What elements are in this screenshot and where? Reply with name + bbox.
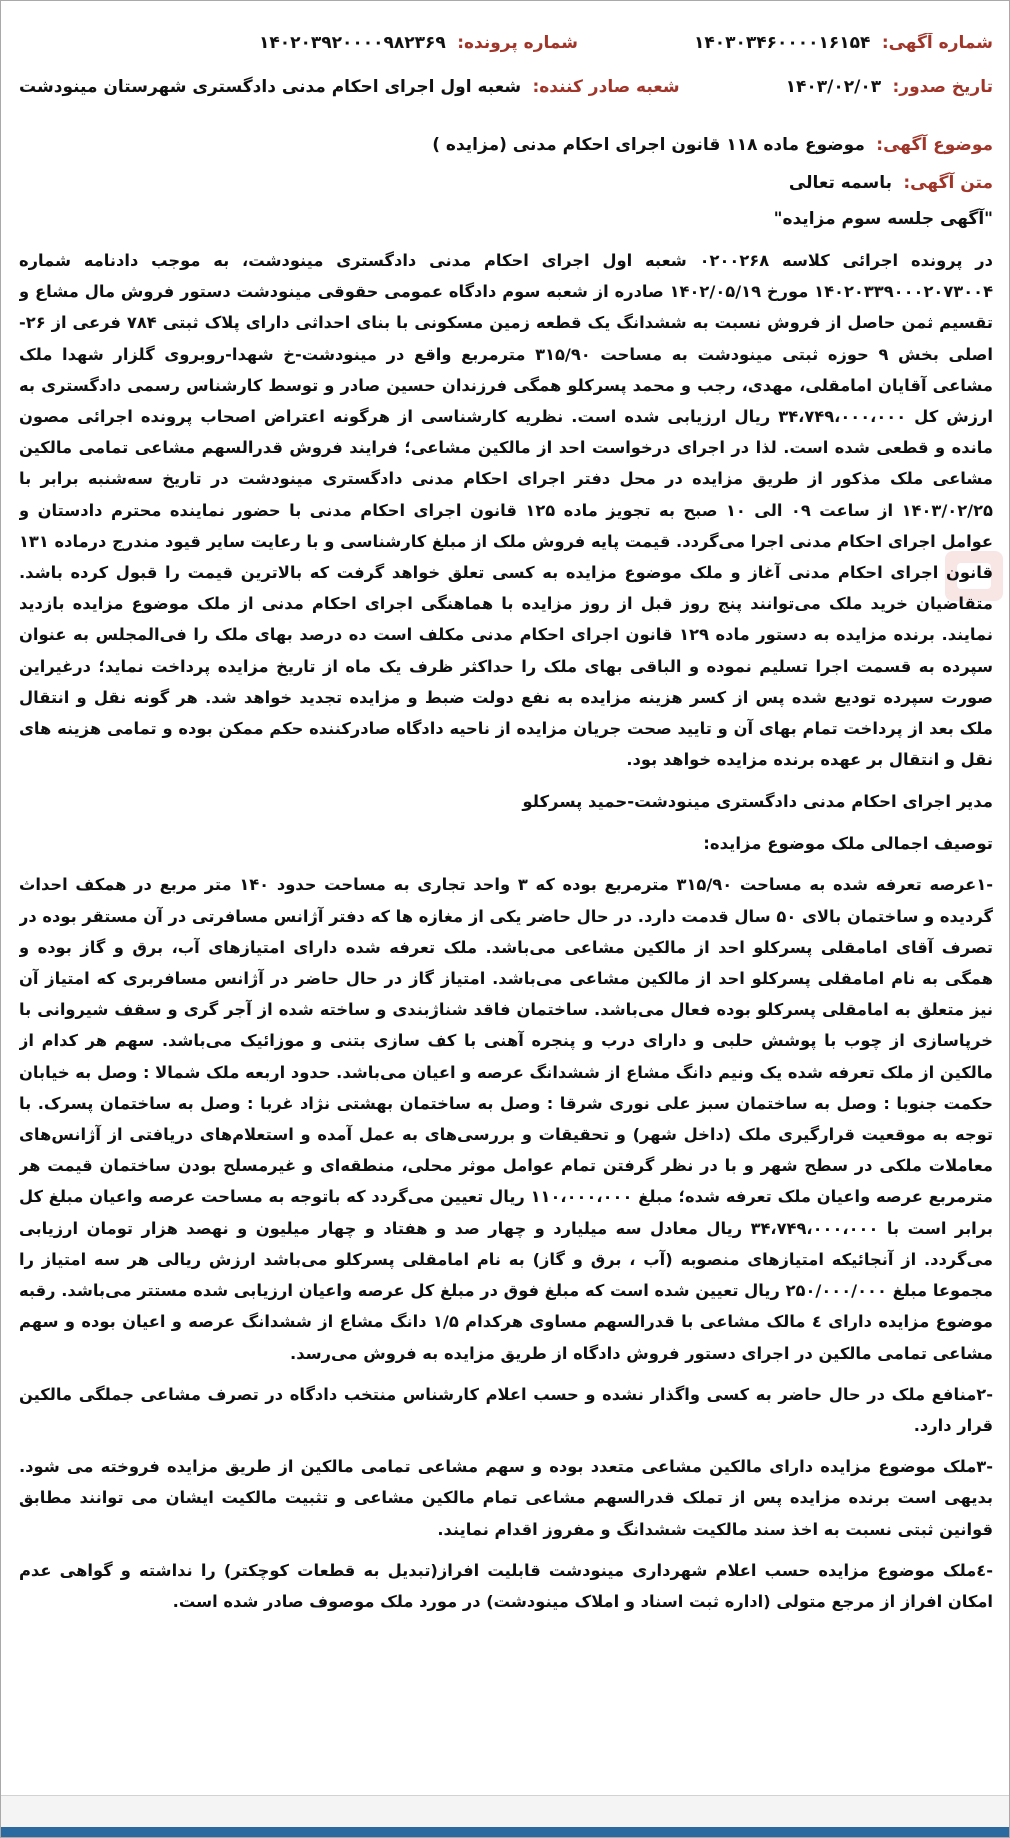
meta-row-issue [19, 77, 993, 121]
case-number: ۱۴۰۲۰۳۹۲۰۰۰۰۹۸۲۳۶۹ [259, 33, 446, 53]
notice-number-label: شماره آگهی: [881, 33, 993, 53]
issue-date-cell [700, 77, 993, 97]
body-text-value: باسمه تعالی [788, 173, 892, 193]
issuer: شعبه اول اجرای احکام مدنی دادگستری شهرستان مینودشت [19, 77, 522, 97]
description-item-4: -٤ملک موضوع مزایده حسب اعلام شهرداری مینودشت قابلیت افراز(تبدیل به قطعات کوچکتر) را نداشته و گواهی عدم امکان افراز از مرجع متولی (اداره ثبت اسناد و املاک مینودشت) در مورد ملک موصوف صادر شده است. [19, 1560, 993, 1611]
case-number-cell [19, 33, 598, 53]
signature: مدیر اجرای احکام مدنی دادگستری مینودشت-حمید پسرکلو [522, 792, 993, 812]
subject-label: موضوع آگهی: [876, 135, 993, 155]
description-title: توصیف اجمالی ملک موضوع مزایده: [703, 834, 993, 854]
notice-heading: "آگهی جلسه سوم مزایده" [773, 209, 993, 229]
body-text-row [19, 169, 993, 197]
description-item-3: -۳ملک موضوع مزایده دارای مالکین مشاعی متعدد بوده و سهم مشاعی تمامی مالکین از طریق مزایده فروخته می شود. بدیهی است برنده مزایده پس از تملک قدرالسهم مشاعی تمام مالکین مشاعی و تثبیت مالکیت ایشان می توانند مطابق قوانین ثبتی نسبت به اخذ سند مالکیت ششدانگ و مفروز اقدام نمایند. [19, 1457, 993, 1539]
description-item-1: -۱عرصه تعرفه شده به مساحت ۳۱۵/۹۰ مترمربع بوده که ۳ واحد تجاری به مساحت حدود ۱۴۰ متر مربع در همکف احداث گردیده و ساختمان بالای ۵۰ سال قدمت دارد. در حال حاضر یکی از مغازه ها که دفتر آژانس مسافرتی در آن مستقر بوده در تصرف آقای امامقلی پسرکلو احد از مالکین مشاعی می‌باشد. ملک تعرفه شده دارای امتیازهای آب، برق و گاز بوده و همگی به نام امامقلی پسرکلو احد از مالکین مشاعی می‌باشد. امتیاز گاز در حال حاضر در آژانس مسافربری که امتیاز آن نیز متعلق به امامقلی پسرکلو بوده فعال می‌باشد. ساختمان فاقد شناژبندی و ساخته شده از آجر گری و سقف شیروانی با خرپاسازی از چوب با پوشش حلبی و دارای درب و پنجره آهنی با کف سازی بتنی و موزائیک می‌باشد. سهم هر کدام از مالکین از ملک تعرفه شده یک ونیم دانگ مشاع از ششدانگ عرصه و اعیان می‌باشد. حدود اربعه ملک شمالا : وصل به خیابان حکمت جنوبا : وصل به ساختمان سبز علی نوری شرقا : وصل به ساختمان بهشتی نژاد غربا : وصل به ساختمان پسرک. با توجه به موقعیت قرارگیری ملک (داخل شهر) و تحقیقات و بررسی‌های به عمل آمده و استعلام‌های دریافتی از آژانس‌های معاملات ملکی در سطح شهر و با در نظر گرفتن تمام عوامل موثر محلی، منطقه‌ای و غیرمسلح بودن ساختمان قیمت هر مترمربع عرصه واعیان ملک تعرفه شده؛ مبلغ ۱۱۰،۰۰۰،۰۰۰ ریال تعیین می‌گردد که باتوجه به مساحت عرصه واعیان مبلغ کل برابر است با ۳۴،۷۴۹،۰۰۰،۰۰۰ ریال معادل سه میلیارد و چهار صد و هفتاد و چهار میلیون و نهصد هزار تومان ارزیابی می‌گردد. از آنجائیکه امتیازهای منصوبه (آب ، برق و گاز) به نام امامقلی پسرکلو می‌باشد ارزش ریالی هر سه امتیاز را مجموعا مبلغ ۲۵۰/۰۰۰/۰۰۰ ریال تعیین شده است که مبلغ فوق در مبلغ کل عرصه واعیان ارزیابی شده مستتر می‌باشد. رقبه موضوع مزایده دارای ٤ مالک مشاعی با قدرالسهم مساوی هرکدام ۱/۵ دانگ مشاع از ششدانگ عرصه و اعیان بوده و سهم مشاعی تمامی مالکین در اجرای دستور فروش دادگاه از طریق مزایده به فروش می‌رسد. [19, 875, 993, 1363]
issuer-label: شعبه صادر کننده: [532, 77, 680, 97]
footer-stripe [1, 1827, 1009, 1837]
subject-value: موضوع ماده ۱۱۸ قانون اجرای احکام مدنی (مزایده ) [432, 135, 865, 155]
case-number-label: شماره پرونده: [457, 33, 578, 53]
subject-row [19, 131, 993, 159]
body-text-label: متن آگهی: [903, 173, 993, 193]
notice-number-cell [598, 33, 993, 53]
notice-number: ۱۴۰۳۰۳۴۶۰۰۰۰۱۶۱۵۴ [694, 33, 871, 53]
issuer-cell [19, 77, 700, 97]
notice-content [19, 33, 993, 1777]
description-item-2: -۲منافع ملک در حال حاضر به کسی واگذار نشده و حسب اعلام کارشناس منتخب دادگاه در تصرف مشاعی جملگی مالکین قرار دارد. [19, 1384, 993, 1435]
issue-date: ۱۴۰۳/۰۲/۰۳ [785, 77, 882, 97]
meta-row-numbers [19, 33, 993, 77]
issue-date-label: تاریخ صدور: [892, 77, 993, 97]
main-paragraph: در پرونده اجرائی کلاسه ۰۲۰۰۲۶۸ شعبه اول اجرای احکام مدنی دادگستری مینودشت، به موجب دادنامه شماره ۱۴۰۲۰۳۳۹۰۰۰۲۰۷۳۰۰۴ مورخ ۱۴۰۲/۰۵/۱۹ صادره از شعبه سوم دادگاه عمومی حقوقی مینودشت دستور فروش مال مشاع و تقسیم ثمن حاصل از فروش نسبت به ششدانگ یک قطعه زمین مسکونی با بنای احداثی دارای پلاک ثبتی ۷۸۴ فرعی از ۲۶- اصلی بخش ۹ حوزه ثبتی مینودشت به مساحت ۳۱۵/۹۰ مترمربع واقع در مینودشت-خ شهدا-روبروی گلزار شهدا ملک مشاعی آقایان امامقلی، مهدی، رجب و محمد پسرکلو همگی فرزندان حسین صادر و توسط کارشناس رسمی دادگستری به ارزش کل ۳۴،۷۴۹،۰۰۰،۰۰۰ ریال ارزیابی شده است. نظریه کارشناسی از هرگونه اعتراض اصحاب پرونده اجرائی مصون مانده و قطعی شده است. لذا در اجرای درخواست احد از مالکین مشاعی؛ فرایند فروش قدرالسهم مشاعی تمامی مالکین مشاعی ملک مذکور از طریق مزایده در محل دفتر اجرای احکام مدنی دادگستری مینودشت در تاریخ سه‌شنبه برابر با ۱۴۰۳/۰۲/۲۵ از ساعت ۰۹ الی ۱۰ صبح به تجویز ماده ۱۲۵ قانون اجرای احکام مدنی با حضور نماینده محترم دادستان و عوامل اجرای احکام مدنی اجرا می‌گردد. قیمت پایه فروش ملک از مبلغ کارشناسی و با رعایت سایر قیود مندرج درماده ۱۳۱ قانون اجرای احکام مدنی آغاز و ملک موضوع مزایده به کسی تعلق خواهد گرفت که بالاترین قیمت را قبول کرده باشد. متقاضیان خرید ملک می‌توانند پنج روز قبل از روز مزایده با هماهنگی اجرای احکام مدنی از ملک موضوع مزایده بازدید نمایند. برنده مزایده به دستور ماده ۱۲۹ قانون اجرای احکام مدنی مکلف است ده درصد بهای ملک را فی‌المجلس به عنوان سپرده به قسمت اجرا تسلیم نموده و الباقی بهای ملک را حداکثر ظرف یک ماه از تاریخ مزایده پرداخت نماید؛ درغیراین صورت سپرده تودیع شده پس از کسر هزینه مزایده به نفع دولت ضبط و مزایده تجدید خواهد شد. هر گونه نقل و انتقال ملک بعد از پرداخت تمام بهای آن و تایید صحت جریان مزایده از ناحیه دادگاه صادرکننده حکم ممکن بوده و تمامی هزینه های نقل و انتقال بر عهده برنده مزایده خواهد بود. [19, 251, 993, 770]
